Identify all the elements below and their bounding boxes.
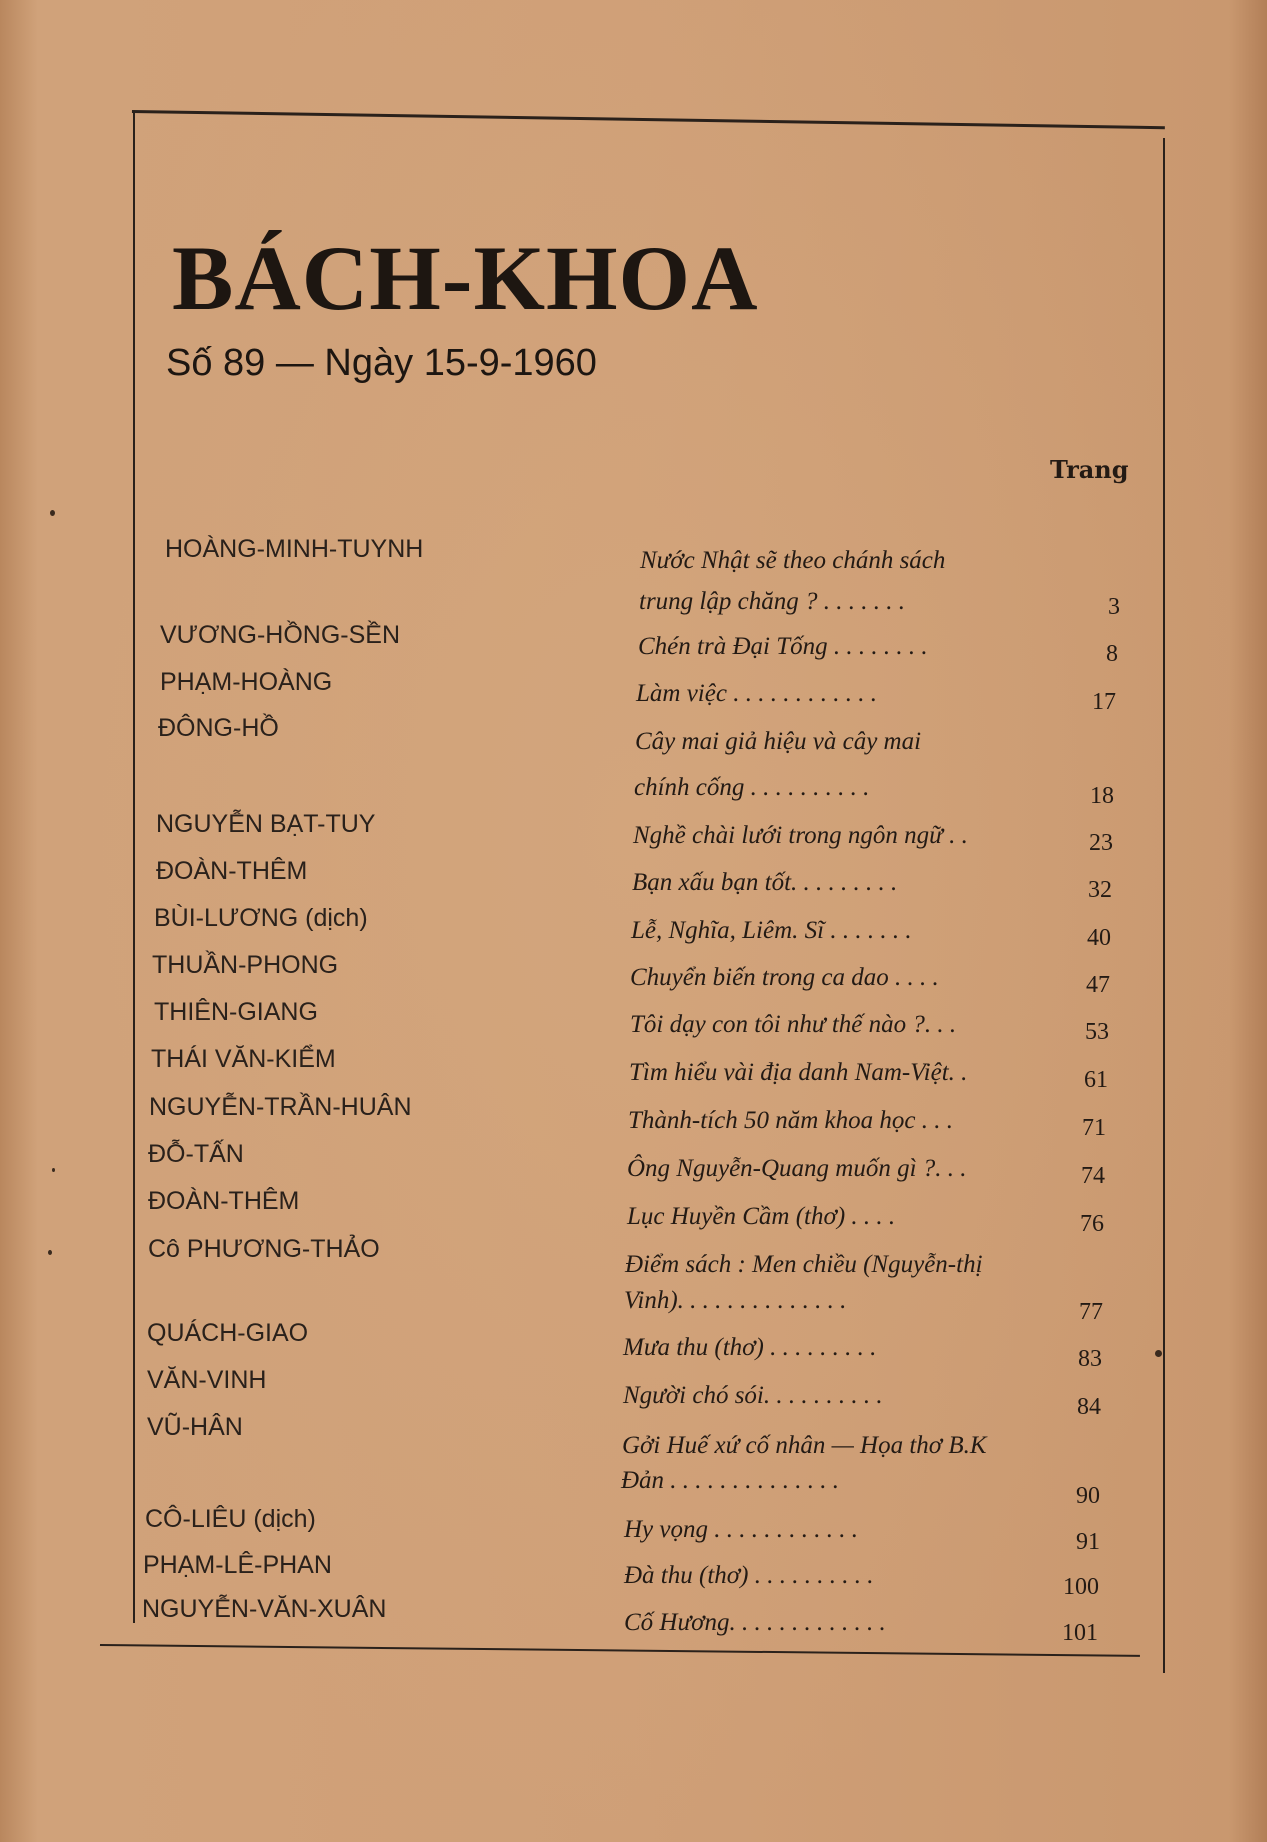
- issue-number-date: Số 89 — Ngày 15-9-1960: [166, 342, 597, 384]
- article-title: Bạn xấu bạn tốt. . . . . . . . .: [632, 869, 898, 896]
- author-name: ĐÔNG-HỒ: [158, 714, 279, 742]
- author-name: NGUYỄN-TRẦN-HUÂN: [149, 1093, 412, 1121]
- author-name: NGUYỄN BẠT-TUY: [156, 810, 376, 838]
- author-name: THÁI VĂN-KIỂM: [151, 1045, 336, 1073]
- page-number: 77: [1079, 1299, 1103, 1325]
- frame-left-rule: [133, 113, 135, 1623]
- article-title: Ông Nguyễn-Quang muốn gì ?. . .: [627, 1155, 967, 1182]
- author-name: PHẠM-HOÀNG: [160, 668, 333, 696]
- page-number: 17: [1092, 689, 1116, 715]
- page-number: 18: [1090, 783, 1114, 809]
- author-name: VƯƠNG-HỒNG-SỀN: [160, 621, 401, 649]
- page-number: 53: [1085, 1019, 1109, 1045]
- article-title: Mưa thu (thơ) . . . . . . . . .: [623, 1334, 877, 1361]
- page-number: 47: [1086, 972, 1110, 998]
- page-column-header: Trang: [1050, 455, 1129, 484]
- paper-speck: [52, 1168, 55, 1172]
- frame-top-rule: [132, 110, 1165, 129]
- author-name: ĐỖ-TẤN: [148, 1140, 244, 1168]
- page-number: 100: [1063, 1574, 1099, 1600]
- page-number: 71: [1082, 1115, 1106, 1141]
- page-number: 3: [1108, 594, 1120, 620]
- article-title: Hy vọng . . . . . . . . . . . .: [624, 1516, 858, 1543]
- author-name: VŨ-HÂN: [147, 1413, 243, 1441]
- article-title: Làm việc . . . . . . . . . . . .: [636, 680, 877, 707]
- article-title: Chuyển biến trong ca dao . . . .: [630, 964, 939, 991]
- article-title: Nước Nhật sẽ theo chánh sách: [640, 547, 946, 574]
- article-title: Vinh). . . . . . . . . . . . . .: [624, 1287, 847, 1314]
- article-title: Lễ, Nghĩa, Liêm. Sĩ . . . . . . .: [631, 917, 912, 944]
- article-title: Đà thu (thơ) . . . . . . . . . .: [624, 1562, 874, 1589]
- author-name: QUÁCH-GIAO: [147, 1319, 309, 1347]
- article-title: trung lập chăng ? . . . . . . .: [639, 588, 905, 615]
- paper-speck: [48, 1250, 52, 1255]
- article-title: Người chó sói. . . . . . . . . .: [623, 1382, 883, 1409]
- article-title: Tìm hiểu vài địa danh Nam-Việt. .: [629, 1059, 968, 1086]
- article-title: Gởi Huế xứ cố nhân — Họa thơ B.K: [622, 1432, 987, 1459]
- author-name: VĂN-VINH: [147, 1366, 267, 1394]
- article-title: Cây mai giả hiệu và cây mai: [635, 728, 922, 755]
- page-number: 74: [1081, 1163, 1105, 1189]
- frame-bottom-rule: [100, 1644, 1140, 1657]
- author-name: BÙI-LƯƠNG (dịch): [154, 904, 368, 932]
- author-name: PHẠM-LÊ-PHAN: [143, 1551, 332, 1579]
- author-name: HOÀNG-MINH-TUYNH: [165, 535, 424, 563]
- author-name: ĐOÀN-THÊM: [148, 1187, 300, 1215]
- author-name: Cô PHƯƠNG-THẢO: [148, 1235, 380, 1263]
- article-title: Đản . . . . . . . . . . . . . .: [621, 1467, 840, 1494]
- page-number: 40: [1087, 925, 1111, 951]
- article-title: Nghề chài lưới trong ngôn ngữ . .: [633, 822, 968, 849]
- page-number: 32: [1088, 877, 1112, 903]
- author-name: NGUYỄN-VĂN-XUÂN: [142, 1595, 387, 1623]
- frame-right-rule: [1163, 138, 1165, 1673]
- author-name: THUẦN-PHONG: [152, 951, 339, 979]
- page-number: 61: [1084, 1067, 1108, 1093]
- article-title: Thành-tích 50 năm khoa học . . .: [628, 1107, 953, 1134]
- page-number: 91: [1076, 1529, 1100, 1555]
- article-title: Lục Huyền Cầm (thơ) . . . .: [627, 1203, 896, 1230]
- page-number: 76: [1080, 1211, 1104, 1237]
- paper-speck: [50, 510, 55, 516]
- author-name: THIÊN-GIANG: [154, 998, 318, 1026]
- magazine-title: BÁCH-KHOA: [172, 227, 759, 329]
- article-title: Cố Hương. . . . . . . . . . . . .: [624, 1609, 886, 1636]
- author-name: ĐOÀN-THÊM: [156, 857, 308, 885]
- author-name: CÔ-LIÊU (dịch): [145, 1505, 316, 1533]
- article-title: Chén trà Đại Tống . . . . . . . .: [638, 633, 928, 660]
- paper-speck: [1155, 1350, 1162, 1357]
- page-number: 23: [1089, 830, 1113, 856]
- article-title: chính cống . . . . . . . . . .: [634, 774, 870, 801]
- article-title: Điểm sách : Men chiều (Nguyễn-thị: [625, 1251, 983, 1278]
- page-number: 101: [1062, 1620, 1098, 1646]
- article-title: Tôi dạy con tôi như thế nào ?. . .: [630, 1011, 957, 1038]
- page-number: 8: [1106, 641, 1118, 667]
- page-number: 90: [1076, 1483, 1100, 1509]
- page-number: 84: [1077, 1394, 1101, 1420]
- page-number: 83: [1078, 1346, 1102, 1372]
